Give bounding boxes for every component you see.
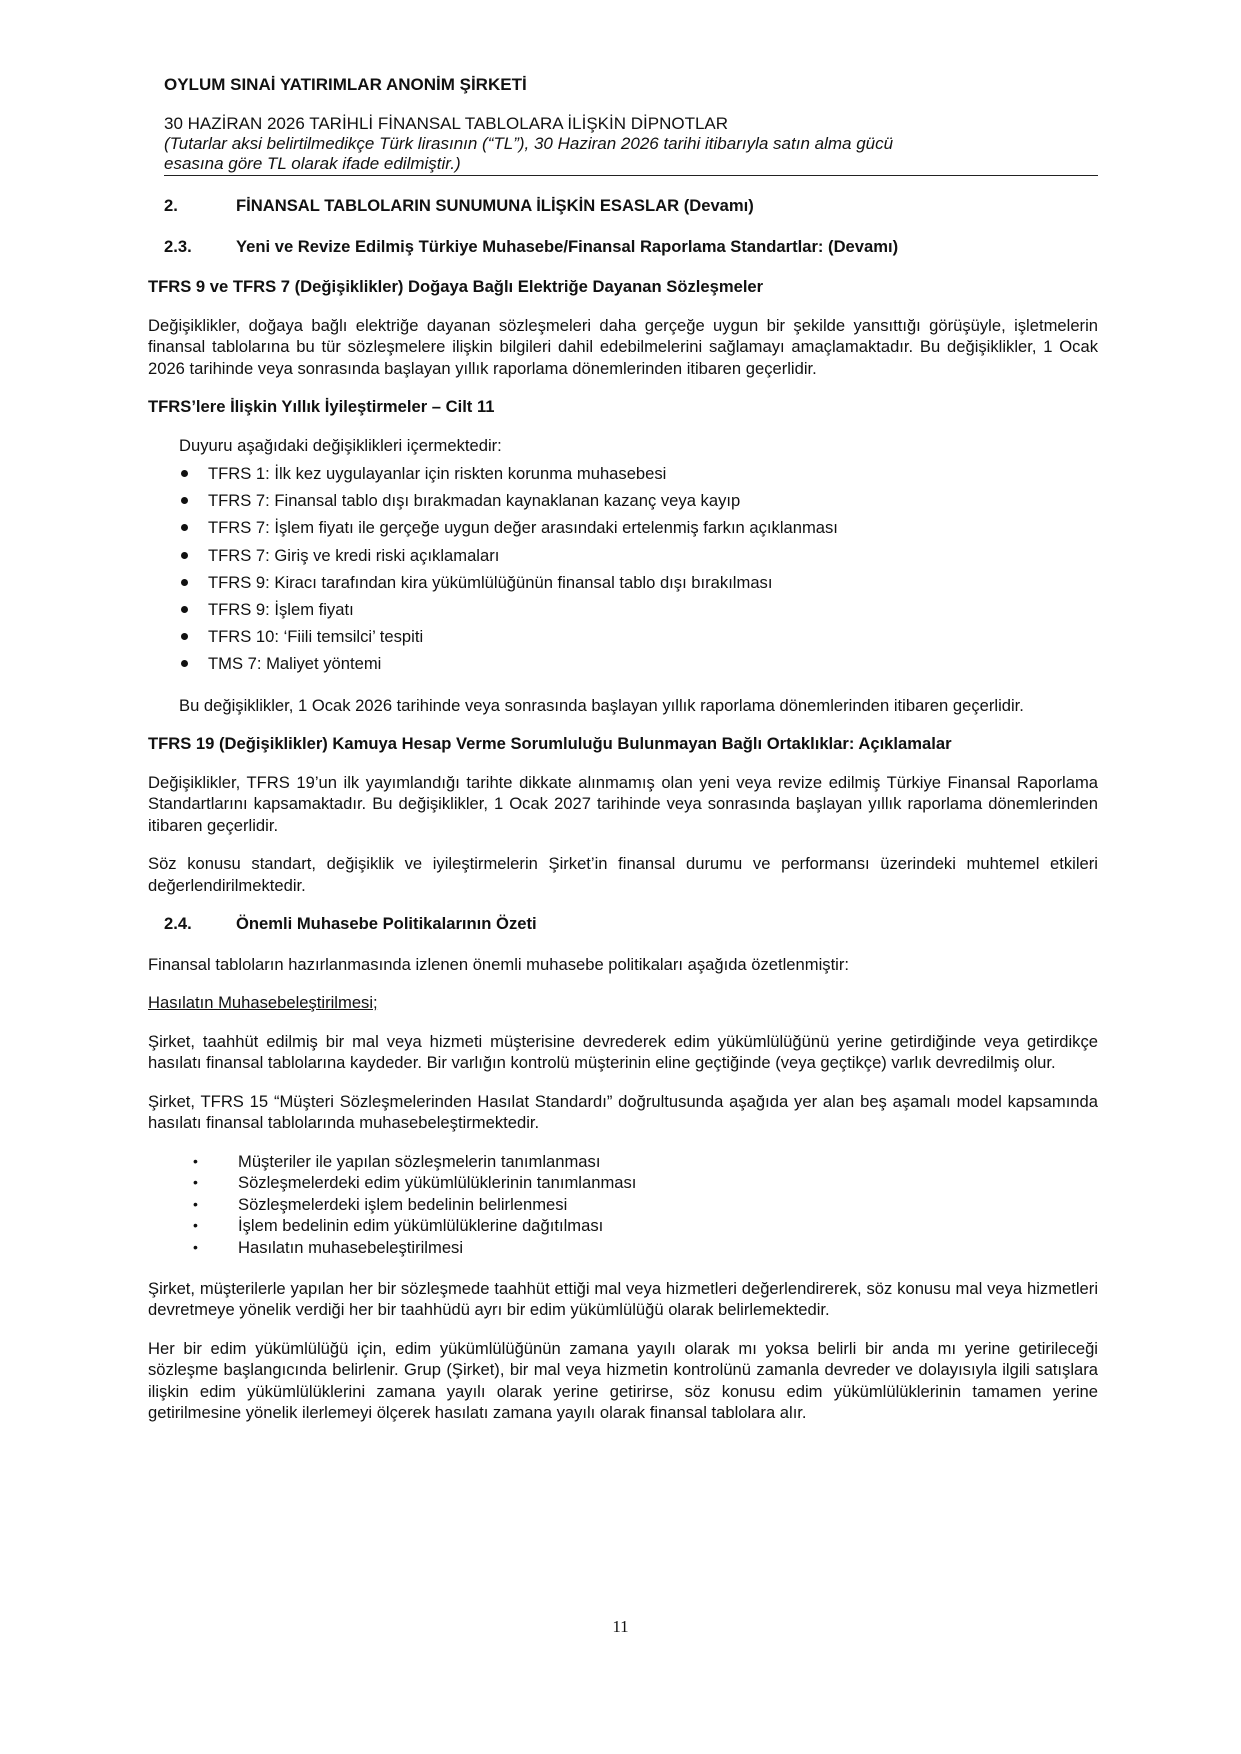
list-item: • İşlem bedelinin edim yükümlülüklerine dağıtılması: [193, 1215, 1098, 1237]
list-item: TFRS 7: Finansal tablo dışı bırakmadan kaynaklanan kazanç veya kayıp: [179, 487, 1098, 514]
revenue-paragraph-1: Şirket, taahhüt edilmiş bir mal veya hizmeti müşterisine devrederek edim yükümlülüğünü yerine getirdiğinde veya getirdikçe hasılatı finansal tablolarına kaydeder. Bir varlığın kontrolü müşterinin eline geçtiğinde (veya geçtikçe) varlık devredilmiş olur.: [148, 1031, 1098, 1073]
list-item: TFRS 10: ‘Fiili temsilci’ tespiti: [179, 623, 1098, 650]
section-number: 2.4.: [164, 914, 192, 934]
list-item: • Sözleşmelerdeki edim yükümlülüklerinin tanımlanması: [193, 1172, 1098, 1194]
tfrs19-paragraph-2: Söz konusu standart, değişiklik ve iyileştirmelerin Şirket’in finansal durumu ve performansı üzerindeki muhtemel etkileri değerlendirilmektedir.: [148, 854, 1098, 895]
section-title: Yeni ve Revize Edilmiş Türkiye Muhasebe/Finansal Raporlama Standartlar: (Devamı): [236, 236, 899, 256]
tfrs19-paragraph-1: Değişiklikler, TFRS 19’un ilk yayımlandığı tarihte dikkate alınmamış olan yeni veya revize edilmiş Türkiye Finansal Raporlama Standartlarını kapsamaktadır. Bu değişiklikler, 1 Ocak 2027 tarihinde veya sonrasında başlayan yıllık raporlama dönemlerinden itibaren geçerlidir.: [148, 772, 1098, 835]
list-item: • Sözleşmelerdeki işlem bedelinin belirlenmesi: [193, 1194, 1098, 1216]
page-number: 11: [612, 1617, 629, 1636]
revenue-recognition-title: Hasılatın Muhasebeleştirilmesi;: [148, 993, 378, 1013]
annual-improvements-intro: Duyuru aşağıdaki değişiklikleri içermektedir:: [179, 435, 502, 455]
document-subtitle: 30 HAZİRAN 2026 TARİHLİ FİNANSAL TABLOLARA İLİŞKİN DİPNOTLAR: [164, 113, 729, 133]
section-2-heading: [164, 195, 1098, 217]
list-item: TFRS 7: Giriş ve kredi riski açıklamaları: [179, 542, 1098, 569]
tfrs9-paragraph: Değişiklikler, doğaya bağlı elektriğe dayanan sözleşmeleri daha gerçeğe uygun bir şekilde yansıttığı görüşüyle, işletmelerin finansal tablolarına bu tür sözleşmelere ilişkin bilgileri dahil edebilmelerini sağlamayı amaçlamaktadır. Bu değişiklikler, 1 Ocak 2026 tarihinde veya sonrasında başlayan yıllık raporlama dönemlerinden itibaren geçerlidir.: [148, 315, 1098, 378]
annual-improvements-heading: TFRS’lere İlişkin Yıllık İyileştirmeler – Cilt 11: [148, 397, 495, 416]
revenue-paragraph-2: Şirket, TFRS 15 “Müşteri Sözleşmelerinden Hasılat Standardı” doğrultusunda aşağıda yer alan beş aşamalı model kapsamında hasılatı finansal tablolarında muhasebeleştirmektedir.: [148, 1091, 1098, 1133]
section-number: 2.3.: [164, 236, 192, 256]
section-2-4-heading: [164, 913, 1098, 935]
list-item: • Hasılatın muhasebeleştirilmesi: [193, 1237, 1098, 1259]
annual-improvements-closing: Bu değişiklikler, 1 Ocak 2026 tarihinde veya sonrasında başlayan yıllık raporlama dönemlerinden itibaren geçerlidir.: [179, 695, 1024, 715]
list-item: • Müşteriler ile yapılan sözleşmelerin tanımlanması: [193, 1151, 1098, 1173]
list-item: TFRS 9: İşlem fiyatı: [179, 596, 1098, 623]
company-name: OYLUM SINAİ YATIRIMLAR ANONİM ŞİRKETİ: [164, 75, 527, 94]
tfrs19-heading: TFRS 19 (Değişiklikler) Kamuya Hesap Verme Sorumluluğu Bulunmayan Bağlı Ortaklıklar: Açıklamalar: [148, 734, 952, 754]
list-item: TFRS 7: İşlem fiyatı ile gerçeğe uygun değer arasındaki ertelenmiş farkın açıklanması: [179, 514, 1098, 541]
section-title: FİNANSAL TABLOLARIN SUNUMUNA İLİŞKİN ESASLAR (Devamı): [236, 196, 754, 215]
revenue-paragraph-3: Şirket, müşterilerle yapılan her bir sözleşmede taahhüt ettiği mal veya hizmetleri değerlendirerek, söz konusu mal veya hizmetleri devretmeye yönelik verdiği her bir taahhüdü ayrı bir edim yükümlülüğü olarak belirlemektedir.: [148, 1278, 1098, 1320]
currency-note-line-1: (Tutarlar aksi belirtilmedikçe Türk lirasının (“TL”), 30 Haziran 2026 tarihi itibarıyla satın alma gücü: [164, 134, 894, 153]
section-2-3-heading: [164, 236, 1098, 258]
five-step-model-list: [193, 1151, 1098, 1259]
revenue-paragraph-4: Her bir edim yükümlülüğü için, edim yükümlülüğünün zamana yayılı olarak mı yoksa belirli bir anda mı yerine getirileceği sözleşme başlangıcında belirlenir. Grup (Şirket), bir mal veya hizmetin kontrolünü zamanla devreder ve dolayısıyla ilgili satışlara ilişkin edim yükümlülüklerini zamana yayılı olarak yerine getirirse, söz konusu edim yükümlülüklerinin tamamen yerine getirilmesine yönelik ilerlemeyi ölçerek hasılatı zamana yayılı olarak finansal tablolara alır.: [148, 1338, 1098, 1423]
policies-intro: Finansal tabloların hazırlanmasında izlenen önemli muhasebe politikaları aşağıda özetlenmiştir:: [148, 954, 850, 974]
list-item: TFRS 9: Kiracı tarafından kira yükümlülüğünün finansal tablo dışı bırakılması: [179, 569, 1098, 596]
header-divider: [164, 175, 1098, 176]
list-item: TMS 7: Maliyet yöntemi: [179, 650, 1098, 677]
annual-improvements-list: [179, 460, 1098, 678]
section-title: Önemli Muhasebe Politikalarının Özeti: [236, 914, 537, 934]
tfrs9-heading: TFRS 9 ve TFRS 7 (Değişiklikler) Doğaya Bağlı Elektriğe Dayanan Sözleşmeler: [148, 277, 764, 296]
section-number: 2.: [164, 196, 178, 215]
currency-note-line-2: esasına göre TL olarak ifade edilmiştir.): [164, 154, 461, 173]
list-item: TFRS 1: İlk kez uygulayanlar için riskten korunma muhasebesi: [179, 460, 1098, 487]
document-header: [164, 113, 1098, 175]
